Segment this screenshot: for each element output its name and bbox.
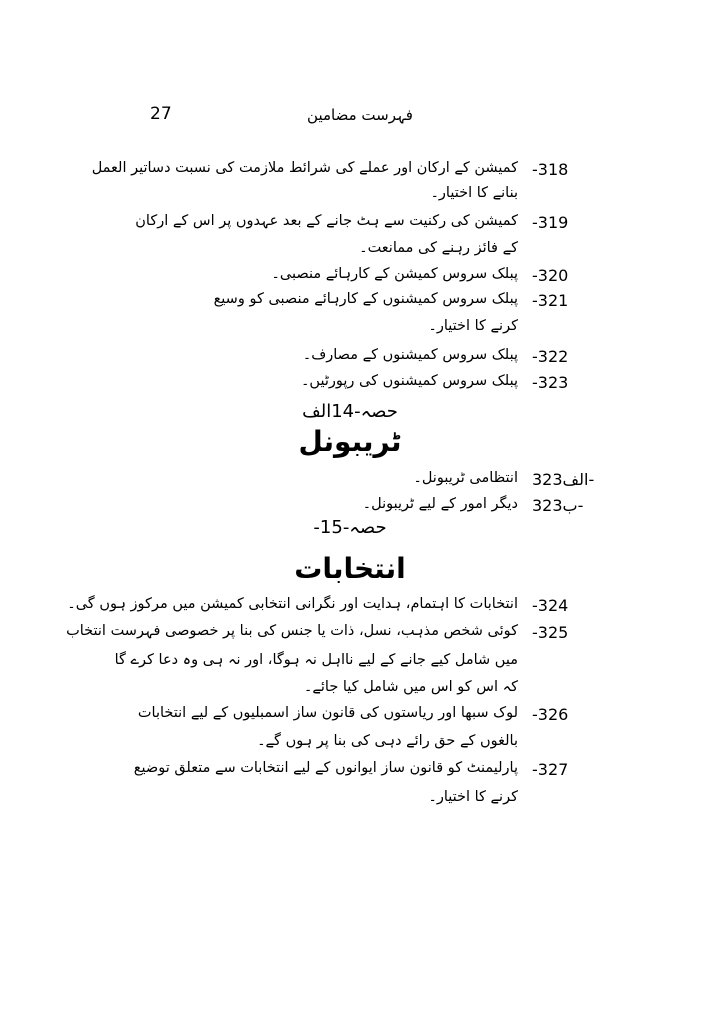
entry-number: -320	[532, 266, 569, 285]
entry-number: -327	[532, 760, 569, 779]
running-head: فہرست مضامین	[307, 106, 413, 124]
page-number: 27	[150, 104, 172, 124]
entry-text: لوک سبھا اور ریاستوں کی قانون ساز اسمبلیوں کے لیے انتخابات	[137, 705, 518, 721]
entry-number: -319	[532, 213, 569, 232]
entry-text: انتظامی ٹریبونل۔	[413, 470, 518, 486]
entry-text: کمیشن کی رکنیت سے ہٹ جانے کے بعد عہدوں پر اس کے ارکان	[135, 213, 518, 229]
entry-321	[200, 291, 590, 311]
entry-number: -323	[532, 373, 569, 392]
entry-number: -322	[532, 347, 569, 366]
entry-text-continued: کرنے کا اختیار۔	[428, 318, 518, 334]
entry-number: -318	[532, 160, 569, 179]
entry-text-continued: بالغوں کے حق رائے دہی کی بنا پر ہوں گے۔	[257, 733, 518, 749]
entry-text: کوئی شخص مذہب، نسل، ذات یا جنس کی بنا پر خصوصی فہرست انتخاب	[66, 623, 518, 639]
entry-327	[133, 760, 590, 780]
entry-text-continued: کے فائز رہنے کی ممانعت۔	[359, 240, 518, 256]
entry-text: کمیشن کے ارکان اور عملے کی شرائط ملازمت کی نسبت دساتیر العمل	[91, 160, 518, 176]
entry-325	[66, 623, 590, 643]
entry-323a	[200, 470, 595, 490]
entry-text-continued: کرنے کا اختیار۔	[428, 789, 518, 805]
entry-number: -321	[532, 291, 569, 310]
part-14a-heading: حصہ-14الف	[302, 401, 398, 422]
entry-text-continued: بنانے کا اختیار۔	[430, 185, 518, 201]
entry-323b	[200, 496, 590, 516]
entry-number: 323الف-	[532, 470, 595, 489]
entry-322	[200, 347, 590, 367]
entry-text-continued: کہ اس کو اس میں شامل کیا جائے۔	[303, 679, 518, 695]
entry-text-continued: میں شامل کیے جانے کے لیے نااہل نہ ہوگا، اور نہ ہی وہ دعا کرے گا	[114, 652, 518, 668]
entry-text: پارلیمنٹ کو قانون ساز ایوانوں کے لیے انتخابات سے متعلق توضیع	[133, 760, 518, 776]
entry-320	[200, 266, 590, 286]
entry-323	[200, 373, 590, 393]
entry-318	[91, 160, 590, 180]
entry-text: پبلک سروس کمیشنوں کی رپورٹیں۔	[300, 373, 518, 389]
entry-319	[135, 213, 590, 233]
entry-text: دیگر امور کے لیے ٹریبونل۔	[362, 496, 518, 512]
entry-326	[137, 705, 590, 725]
tribunals-heading: ٹریبونل	[298, 425, 402, 458]
entry-text: پبلک سروس کمیشن کے کارہائے منصبی۔	[271, 266, 518, 282]
entry-text: انتخابات کا اہتمام، ہدایت اور نگرانی انتخابی کمیشن میں مرکوز ہوں گی۔	[67, 596, 518, 612]
entry-number: -324	[532, 596, 569, 615]
entry-number: -326	[532, 705, 569, 724]
part-15-heading: حصہ-15-	[313, 517, 387, 538]
entry-text: پبلک سروس کمیشنوں کے مصارف۔	[302, 347, 518, 363]
entry-324	[67, 596, 590, 616]
entry-text: پبلک سروس کمیشنوں کے کارہائے منصبی کو وسیع	[213, 291, 518, 307]
entry-number: -325	[532, 623, 569, 642]
entry-number: 323ب-	[532, 496, 584, 515]
elections-heading: انتخابات	[294, 552, 406, 585]
